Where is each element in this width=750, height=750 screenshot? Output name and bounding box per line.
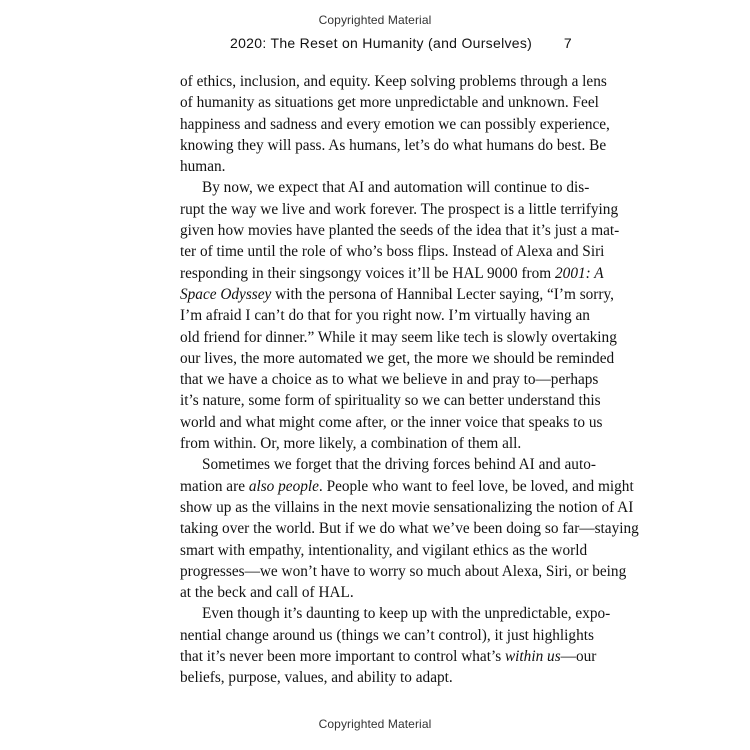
book-title-italic: Space Odyssey	[180, 285, 272, 303]
text-line: beliefs, purpose, values, and ability to adapt.	[180, 669, 453, 687]
text-line: Sometimes we forget that the driving forces behind AI and auto-	[202, 456, 596, 474]
text-line: it’s nature, some form of spirituality so we can better understand this	[180, 392, 601, 410]
text-line: human.	[180, 158, 226, 176]
text-run: mation are	[180, 477, 249, 495]
emphasis-italic: within us	[504, 648, 561, 666]
text-line: that we have a choice as to what we believe in and pray to—perhaps	[180, 371, 599, 389]
text-line: knowing they will pass. As humans, let’s do what humans do best. Be	[180, 136, 607, 154]
text-line	[180, 284, 614, 305]
emphasis-italic: also people	[248, 477, 319, 495]
paragraph	[180, 177, 620, 454]
text-run: with the persona of Hannibal Lecter saying, “I’m sorry,	[271, 285, 614, 303]
text-run: —our	[560, 648, 597, 666]
text-line: Even though it’s daunting to keep up with the unpredictable, expo-	[202, 605, 611, 623]
text-run: that it’s never been more important to control what’s	[180, 648, 505, 666]
text-line: rupt the way we live and work forever. The prospect is a little terrifying	[180, 200, 619, 218]
paragraph	[180, 454, 639, 603]
text-line: at the beck and call of HAL.	[180, 584, 354, 602]
text-line: ter of time until the role of who’s boss flips. Instead of Alexa and Siri	[180, 243, 605, 261]
copyright-watermark-bottom: Copyrighted Material	[318, 717, 432, 731]
text-line: of humanity as situations get more unpredictable and unknown. Feel	[180, 94, 599, 112]
text-line: from within. Or, more likely, a combination of them all.	[180, 435, 522, 453]
text-line: taking over the world. But if we do what we’ve been doing so far—staying	[180, 520, 639, 538]
body-text	[180, 71, 639, 689]
book-title-italic: 2001: A	[555, 264, 604, 282]
text-line: world and what might come after, or the inner voice that speaks to us	[180, 413, 603, 431]
text-line: By now, we expect that AI and automation will continue to dis-	[202, 179, 590, 197]
text-line: show up as the villains in the next movie sensationalizing the notion of AI	[180, 498, 634, 516]
text-line: given how movies have planted the seeds of the idea that it’s just a mat-	[180, 222, 620, 240]
text-line: I’m afraid I can’t do that for you right now. I’m virtually having an	[180, 307, 590, 325]
paragraph	[180, 71, 610, 177]
copyright-watermark-top: Copyrighted Material	[318, 13, 432, 27]
text-run: responding in their singsongy voices it’ll be HAL 9000 from	[180, 264, 556, 282]
text-line: smart with empathy, intentionality, and vigilant ethics as the world	[180, 541, 588, 559]
running-head	[180, 35, 572, 55]
text-line: happiness and sadness and every emotion we can possibly experience,	[180, 115, 610, 133]
text-line	[180, 646, 597, 667]
text-line: nential change around us (things we can’t control), it just highlights	[180, 626, 594, 644]
text-line	[180, 476, 634, 497]
chapter-title: 2020: The Reset on Humanity (and Ourselves)	[230, 35, 533, 51]
text-run: . People who want to feel love, be loved, and might	[318, 477, 634, 495]
text-line: old friend for dinner.” While it may seem like tech is slowly overtaking	[180, 328, 617, 346]
paragraph	[180, 603, 611, 688]
text-line: our lives, the more automated we get, the more we should be reminded	[180, 349, 615, 367]
text-line: of ethics, inclusion, and equity. Keep solving problems through a lens	[180, 73, 607, 90]
page-number: 7	[563, 35, 572, 51]
text-line	[180, 263, 604, 284]
text-line: progresses—we won’t have to worry so much about Alexa, Siri, or being	[180, 562, 627, 580]
